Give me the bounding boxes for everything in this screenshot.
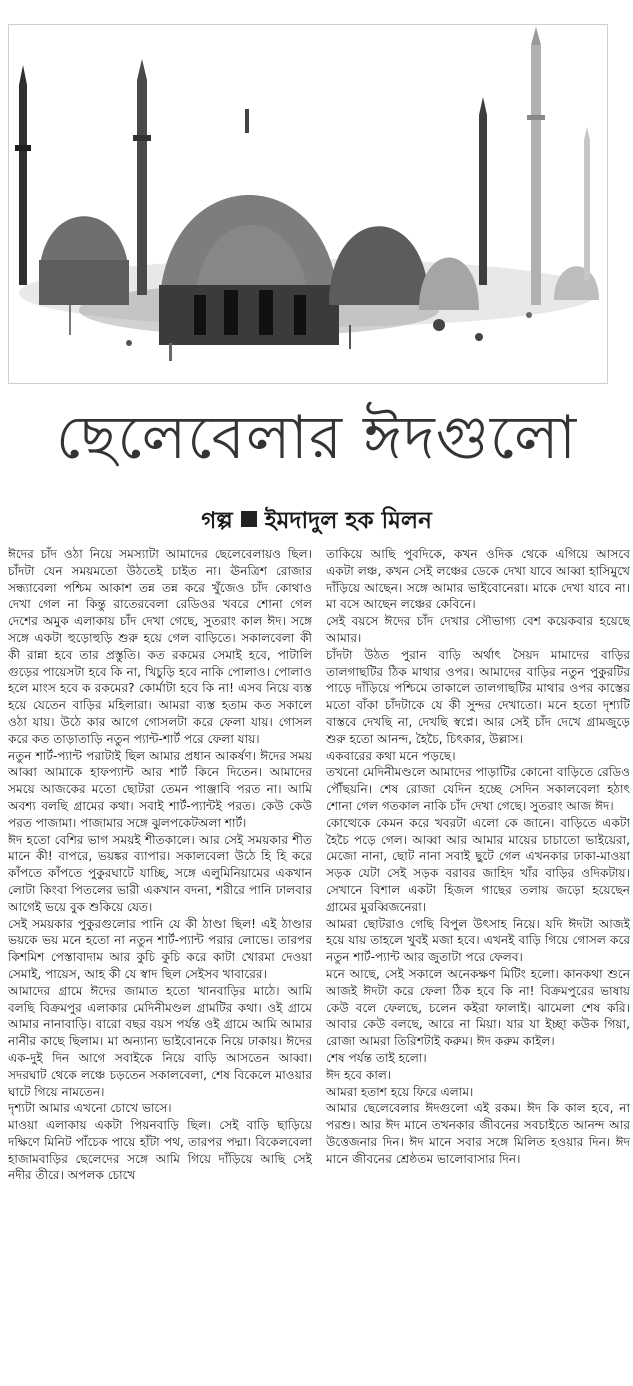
paragraph: তখনো মেদিনীমণ্ডলে আমাদের পাড়াটির কোনো বাড়িতে রেডিও পৌঁছয়নি। শেষ রোজা যেদিন হচ্ছে সেদিন সকালবেলা হঠাৎ শোনা গেল গতকাল নাকি চাঁদ দেখা গেছে। সুতরাং আজ ঈদ। — [326, 765, 630, 813]
paragraph: ঈদ হবে কাল। — [326, 1067, 392, 1082]
column-right — [326, 546, 630, 1382]
author-name: ইমদাদুল হক মিলন — [264, 508, 432, 534]
paragraph: আমরা হতাশ হয়ে ফিরে এলাম। — [326, 1084, 474, 1099]
paragraph: কোত্থেকে কেমন করে খবরটা এলো কে জানে। বাড়িতে একটা হৈচৈ পড়ে গেল। আব্বা আর আমার মায়ের চাচাতো ভাইয়েরা, মেজো নানা, ছোট নানা সবাই ছুটে গেল এখনকার ঢাকা-মাওয়া সড়ক যেটা সেই সড়ক বরাবর জাহিদ খাঁর বাড়ির ওদিকটায়। সেখানে বিশাল একটা হিজল গাছের তলায় জড়ো হয়েছেন গ্রামের মুরব্বিজনেরা। — [326, 815, 630, 914]
paragraph: নতুন শার্ট-প্যান্ট পরাটাই ছিল আমার প্রধান আকর্ষণ। ঈদের সময় আব্বা আমাকে হাফপ্যান্ট আর শার্ট কিনে দিতেন। আমাদের সময়ে আজকের মতো ছোটরা তেমন পাঞ্জাবি পরত না। আমি অবশ্য বলছি গ্রামের কথা। সবাই শার্ট-প্যান্টই পরত। কেউ কেউ পরত পাজামা। পাজামার সঙ্গে ঝুলপকেটঅলা শার্ট। — [8, 748, 312, 830]
genre-label: গল্প — [201, 508, 233, 534]
paragraph: আমার ছেলেবেলার ঈদগুলো এই রকম। ঈদ কি কাল হবে, না পরশু। আর ঈদ মানে তখনকার জীবনের সবচাইতে আনন্দ আর উত্তেজনার দিন। ঈদ মানে সবার সঙ্গে মিলিত হওয়ার দিন। ঈদ মানে জীবনের শ্রেষ্ঠতম ভালোবাসার দিন। — [326, 1101, 630, 1166]
paragraph: চাঁদটা উঠত পুরান বাড়ি অর্থাৎ সৈয়দ মামাদের বাড়ির তালগাছটির ঠিক মাথার ওপর। আমাদের বাড়ির নতুন পুকুরটির পাড়ে দাঁড়িয়ে পশ্চিমে তাকালে তালগাছটির মাথার ওপর কাস্তের মতো বাঁকা চাঁদটাকে যে কী সুন্দর দেখাতো। মনে হতো দৃশ্যটি বাস্তবে দেখছি না, দেখছি স্বপ্নে। আর সেই চাঁদ দেখে গ্রামজুড়ে শুরু হতো আনন্দ, হৈচৈ, চিৎকার, উল্লাস। — [326, 647, 630, 746]
article-body — [8, 546, 630, 1382]
paragraph: মাওয়া এলাকায় একটা পিয়নবাড়ি ছিল। সেই বাড়ি ছাড়িয়ে দক্ষিণে মিনিট পাঁচেক পায়ে হাঁটা পথ, তারপর পদ্মা। বিকেলবেলা হাজামবাড়ির ছেলেদের সঙ্গে আমি গিয়ে দাঁড়িয়ে আছি সেই নদীর তীরে। অপলক চোখে — [8, 1118, 312, 1183]
paragraph: তাকিয়ে আছি পুবদিকে, কখন ওদিক থেকে এগিয়ে আসবে একটা লঞ্চ, কখন সেই লঞ্চের ডেকে দেখা যাবে আব্বা হাসিমুখে দাঁড়িয়ে আছেন। সঙ্গে আমার ভাইবোনেরা। মাকে দেখা যাবে না। মা বসে আছেন লঞ্চের কেবিনে। — [326, 547, 630, 612]
paragraph: সেই সময়কার পুকুরগুলোর পানি যে কী ঠাণ্ডা ছিল! এই ঠাণ্ডার ভয়কে ভয় মনে হতো না নতুন শার্ট-প্যান্ট পরার লোভে। তারপর কিশমিশ পেস্তাবাদাম আর কুচি কুচি করে কাটা খোরমা দেওয়া সেমাই, পায়েস, আহ কী যে স্বাদ ছিল সেইসব খাবারের। — [8, 916, 312, 981]
paragraph: আমরা ছোটরাও গেছি বিপুল উৎসাহ নিয়ে। যদি ঈদটা আজই হয়ে যায় তাহলে খুবই মজা হবে। এখনই বাড়ি গিয়ে গোসল করে নতুন শার্ট-প্যান্ট আর জুতাটা পরে ফেলব। — [326, 916, 630, 965]
column-left — [8, 546, 312, 1382]
paragraph: ঈদের চাঁদ ওঠা নিয়ে সমস্যাটা আমাদের ছেলেবেলায়ও ছিল। চাঁদটা যেন সময়মতো উঠতেই চাইত না। ঊনত্রিশ রোজার সন্ধ্যাবেলা পশ্চিম আকাশ তন্ন তন্ন করে খুঁজেও চাঁদ কোথাও দেখা গেল না কিন্তু রাতেরবেলা রেডিওর খবরে শোনা গেল দেশের অমুক এলাকায় চাঁদ দেখা গেছে, সুতরাং কাল ঈদ। সঙ্গে সঙ্গে একটা হুড়োহুড়ি শুরু হয়ে গেল বাড়িতে। সকালবেলা কী কী রান্না হবে তার প্রস্তুতি। কত রকমের সেমাই হবে, পাটালি গুড়ের পায়েসটা হবে কি না, খিচুড়ি হবে নাকি পোলাও। পোলাও হলে মাংস হবে ক রকমের? কোর্মাটা হবে কি না! এসব নিয়ে ব্যস্ত হয়ে যেতেন বাড়ির মহিলারা। আমরা ব্যস্ত হতাম কত সকালে ওঠা যায়। উঠে কার আগে গোসলটা করে ফেলা যায়। গোসল করে কত তাড়াতাড়ি নতুন প্যান্ট-শার্ট পরে ফেলা যায়। — [8, 547, 312, 746]
article-title: ছেলেবেলার ঈদগুলো — [55, 403, 578, 473]
paragraph: শেষ পর্যন্ত তাই হলো। — [326, 1050, 427, 1065]
paragraph: একবারের কথা মনে পড়ছে। — [326, 748, 456, 763]
byline — [0, 502, 633, 540]
paragraph: দৃশ্যটা আমার এখনো চোখে ভাসে। — [8, 1101, 172, 1116]
paragraph: আমাদের গ্রামে ঈদের জামাত হতো খানবাড়ির মাঠে। আমি বলছি বিক্রমপুর এলাকার মেদিনীমণ্ডল গ্রামটির কথা। ওই গ্রামে আমার নানাবাড়ি। বারো বছর বয়স পর্যন্ত ওই গ্রামে আমি আমার নানীর কাছে ছিলাম। মা অন্যান্য ভাইবোনকে নিয়ে ঢাকায়। ঈদের এক-দুই দিন আগে সবাইকে নিয়ে বাড়ি আসতেন আব্বা। সদরঘাট থেকে লঞ্চে চড়তেন সকালবেলা, শেষ বিকেলে মাওয়ার ঘাটে গিয়ে নামতেন। — [8, 983, 312, 1099]
paragraph: ঈদ হতো বেশির ভাগ সময়ই শীতকালে। আর সেই সময়কার শীত মানে কী! বাপরে, ভয়ঙ্কর ব্যাপার। সকালবেলা উঠে হি হি করে কাঁপতে কাঁপতে পুকুরঘাটে যাচ্ছি, সঙ্গে এলুমিনিয়ামের একখান লোটা কিংবা পিতলের ভারী একখান বদনা, শরীরে পানি ঢালবার আগেই ভয়ে বুক শুকিয়ে যেত। — [8, 832, 312, 914]
mosque-illustration — [8, 24, 608, 384]
separator-square-icon — [241, 511, 257, 527]
paragraph: সেই বয়সে ঈদের চাঁদ দেখার সৌভাগ্য বেশ কয়েকবার হয়েছে আমার। — [326, 614, 630, 645]
paragraph: মনে আছে, সেই সকালে অনেকক্ষণ মিটিং হলো। কানকথা শুনে আজই ঈদটা করে ফেলা ঠিক হবে কি না! বিক্রমপুরের ভাষায় কেউ বলে ফেলছে, চলেন কইরা ফালাই। ঝামেলা শেষ করি। আবার কেউ বলছে, আরে না মিয়া। যার যা ইচ্ছা কউক গিয়া, রোজা আমরা তিরিশটাই করুম। ঈদ করুম কাইল। — [326, 966, 630, 1049]
mosque-watercolor-icon — [9, 25, 607, 383]
